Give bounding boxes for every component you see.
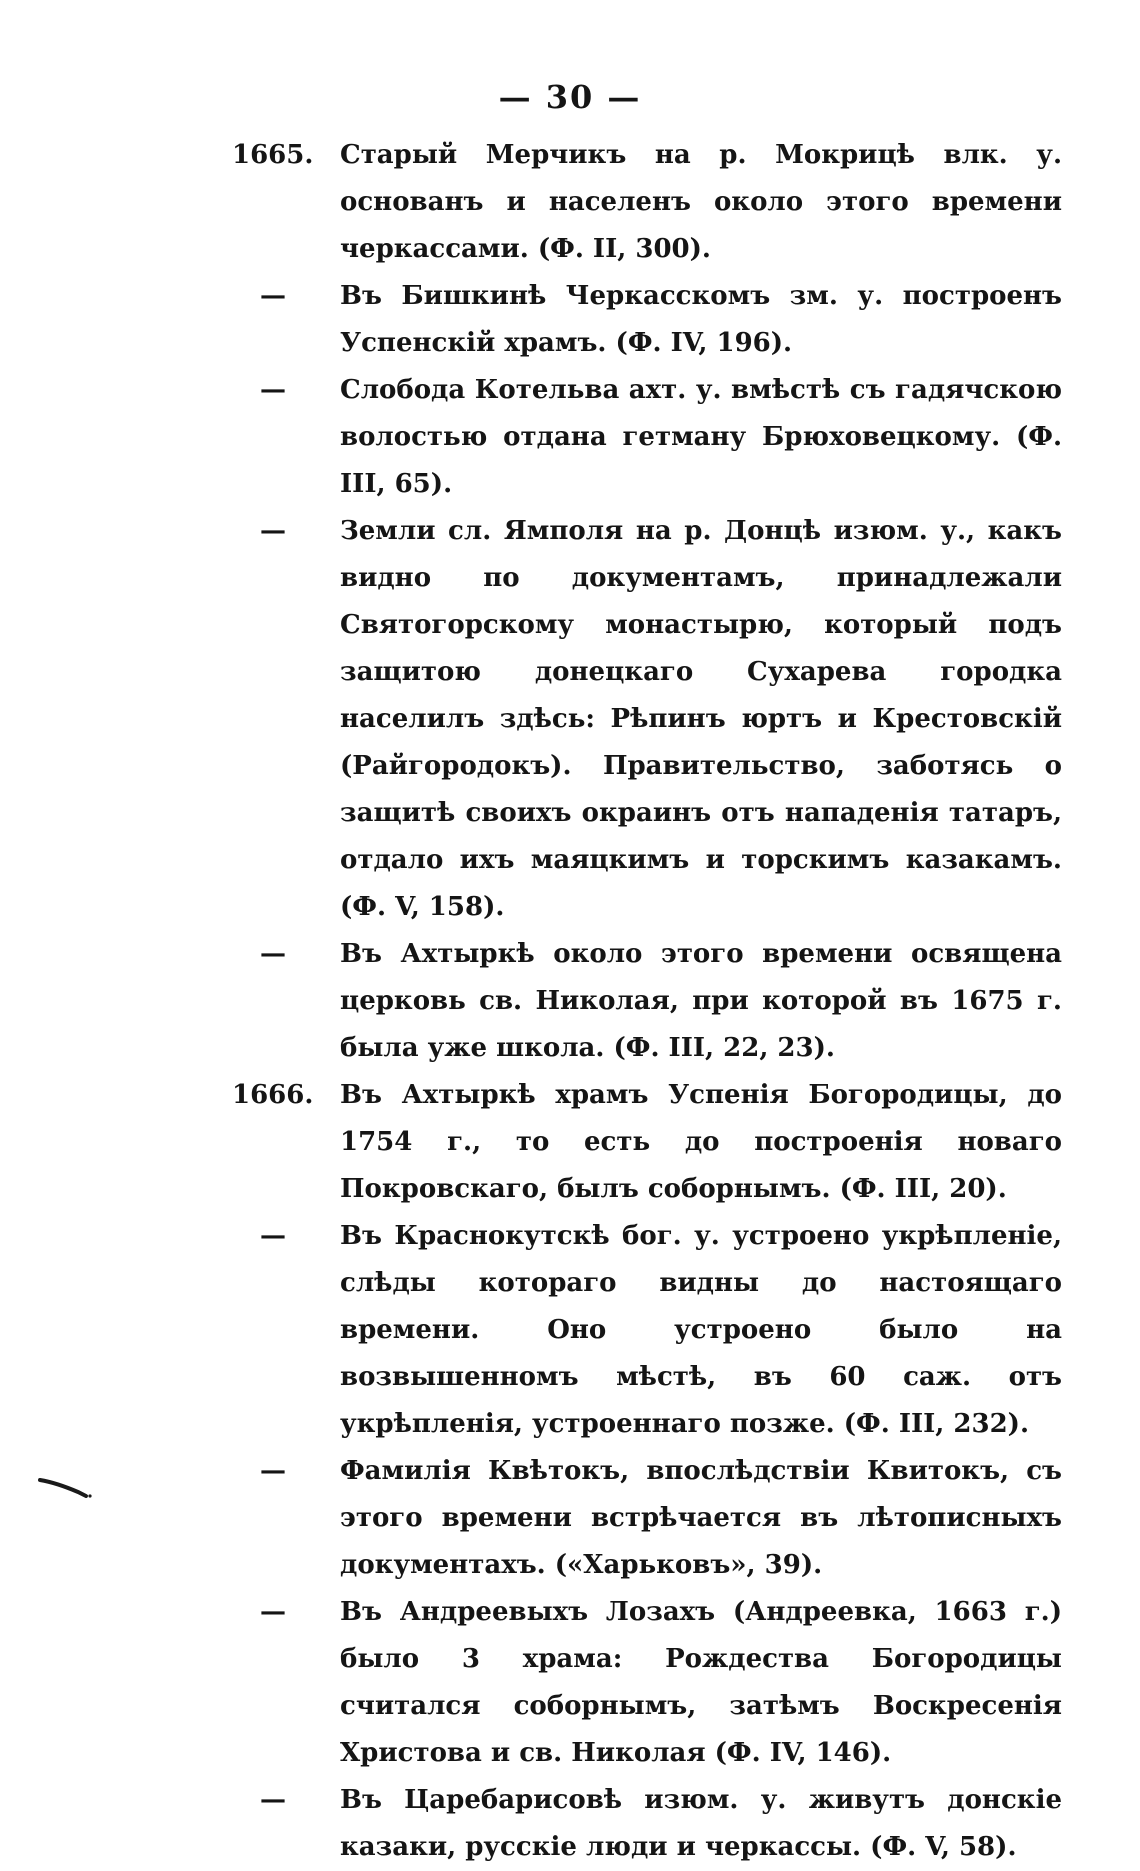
entry-krasnokutsk — [232, 1213, 1062, 1448]
entry-dash: — — [260, 939, 286, 969]
entry-dash: — — [260, 516, 286, 546]
entry-1666-akhtyrka-temple — [232, 1072, 1062, 1213]
chronicle-entries — [232, 132, 1062, 1871]
entry-text: Земли сл. Ямполя на р. Донцѣ изюм. у., какъ видно по документамъ, принадлежали Святогорскому монастырю, который подъ защитою донецкаго Сухарева городка населилъ здѣсь: Рѣпинъ юртъ и Крестовскій (Райгородокъ). Правительство, заботясь о защитѣ своихъ окраинъ отъ нападенія татаръ, отдало ихъ маяцкимъ и торскимъ казакамъ. (Ф. V, 158). — [340, 516, 1062, 922]
entry-dash: — — [260, 1785, 286, 1815]
entry-text: Фамилія Квѣтокъ, впослѣдствіи Квитокъ, съ этого времени встрѣчается въ лѣтописныхъ документахъ. («Харьковъ», 39). — [340, 1456, 1062, 1580]
entry-text: Въ Ахтыркѣ храмъ Успенія Богородицы, до 1754 г., то есть до построенія новаго Покровскаго, былъ соборнымъ. (Ф. III, 20). — [340, 1080, 1062, 1204]
entry-text: Въ Царебарисовѣ изюм. у. живутъ донскіе казаки, русскіе люди и черкассы. (Ф. V, 58). — [340, 1785, 1062, 1862]
entry-text: Старый Мерчикъ на р. Мокрицѣ влк. у. основанъ и населенъ около этого времени черкассами. (Ф. II, 300). — [340, 140, 1062, 264]
page-number: — 30 — — [498, 78, 642, 116]
entry-yampol — [232, 508, 1062, 931]
entry-bishkin — [232, 273, 1062, 367]
entry-text: Слобода Котельва ахт. у. вмѣстѣ съ гадячскою волостью отдана гетману Брюховецкому. (Ф. III, 65). — [340, 375, 1062, 499]
entry-tsareborisov — [232, 1777, 1062, 1871]
entry-akhtyrka-church — [232, 931, 1062, 1072]
entry-dash: — — [260, 375, 286, 405]
entry-dash: — — [260, 281, 286, 311]
entry-dash: — — [260, 1597, 286, 1627]
entry-kvetok-family — [232, 1448, 1062, 1589]
entry-andreevy-lozy — [232, 1589, 1062, 1777]
entry-kotelva — [232, 367, 1062, 508]
entry-dash: — — [260, 1456, 286, 1486]
entry-1665-stary-merchik — [232, 132, 1062, 273]
entry-text: Въ Андреевыхъ Лозахъ (Андреевка, 1663 г.) было 3 храма: Рождества Богородицы считался соборнымъ, затѣмъ Воскресенія Христова и св. Николая (Ф. IV, 146). — [340, 1597, 1062, 1768]
entry-dash: — — [260, 1221, 286, 1251]
entry-text: Въ Краснокутскѣ бог. у. устроено укрѣпленіе, слѣды котораго видны до настоящаго времени. Оно устроено было на возвышенномъ мѣстѣ, въ 60 саж. отъ укрѣпленія, устроеннаго позже. (Ф. III, 232). — [340, 1221, 1062, 1439]
entry-year: 1665. — [232, 140, 314, 170]
scan-artifact-mark — [38, 1476, 94, 1498]
entry-text: Въ Бишкинѣ Черкасскомъ зм. у. построенъ Успенскій храмъ. (Ф. IV, 196). — [340, 281, 1062, 358]
entry-text: Въ Ахтыркѣ около этого времени освящена церковь св. Николая, при которой въ 1675 г. была уже школа. (Ф. III, 22, 23). — [340, 939, 1062, 1063]
entry-year: 1666. — [232, 1080, 314, 1110]
